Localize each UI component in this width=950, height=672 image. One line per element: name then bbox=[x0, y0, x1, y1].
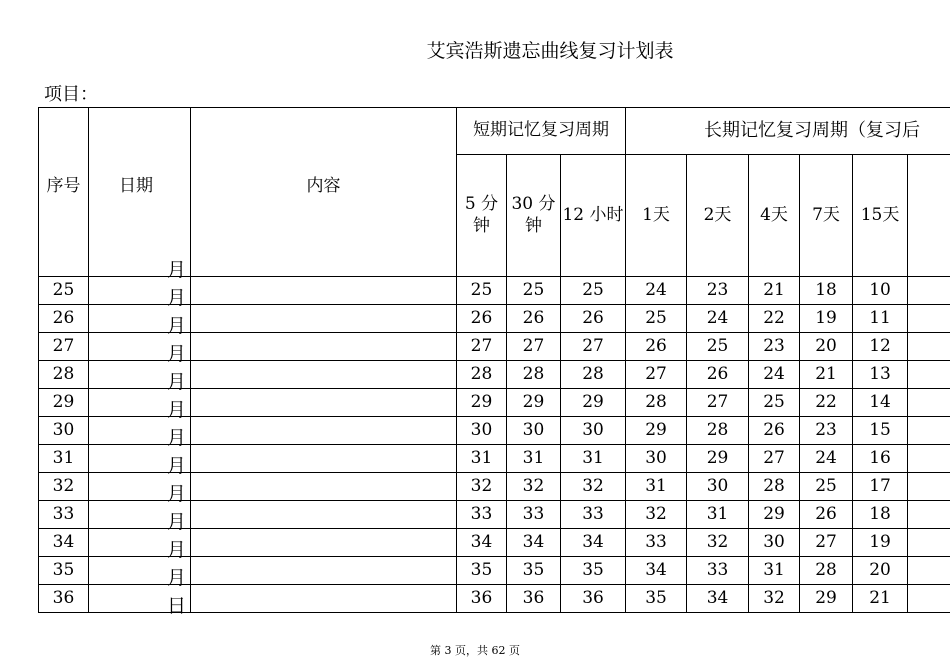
review-day-cell: 27 bbox=[626, 361, 687, 389]
content-cell[interactable] bbox=[191, 445, 457, 473]
content-cell[interactable] bbox=[191, 361, 457, 389]
content-cell[interactable] bbox=[191, 529, 457, 557]
review-day-cell: 22 bbox=[749, 305, 800, 333]
review-day-cell: 32 bbox=[507, 473, 561, 501]
date-month-mark: 月 bbox=[166, 343, 186, 365]
content-cell[interactable] bbox=[191, 333, 457, 361]
page-title: 艾宾浩斯遗忘曲线复习计划表 bbox=[426, 40, 674, 62]
review-day-cell: 34 bbox=[561, 529, 626, 557]
review-day-cell: 34 bbox=[687, 585, 749, 613]
review-day-cell: 10 bbox=[853, 277, 908, 305]
review-day-cell: 30 bbox=[749, 529, 800, 557]
review-day-cell: 28 bbox=[507, 361, 561, 389]
review-day-cell: 12 bbox=[853, 333, 908, 361]
review-day-cell: 25 bbox=[507, 277, 561, 305]
review-day-cell: 35 bbox=[561, 557, 626, 585]
header-short-col: 5 分钟 bbox=[457, 155, 507, 277]
review-day-cell: 29 bbox=[749, 501, 800, 529]
date-day-mark: 日 bbox=[166, 595, 186, 614]
review-day-cell: 31 bbox=[561, 445, 626, 473]
review-day-cell: 28 bbox=[626, 389, 687, 417]
overflow-cell bbox=[908, 361, 950, 389]
review-day-cell: 26 bbox=[507, 305, 561, 333]
seq-cell: 26 bbox=[39, 305, 89, 333]
header-short-term: 短期记忆复习周期 bbox=[457, 108, 626, 155]
header-long-col: 15天 bbox=[853, 155, 908, 277]
review-day-cell: 34 bbox=[507, 529, 561, 557]
header-long-col: 4天 bbox=[749, 155, 800, 277]
header-content: 内容 bbox=[191, 108, 457, 277]
review-day-cell: 23 bbox=[687, 277, 749, 305]
review-day-cell: 32 bbox=[457, 473, 507, 501]
review-day-cell: 26 bbox=[749, 417, 800, 445]
content-cell[interactable] bbox=[191, 389, 457, 417]
overflow-cell bbox=[908, 277, 950, 305]
review-day-cell: 32 bbox=[749, 585, 800, 613]
overflow-cell bbox=[908, 557, 950, 585]
review-day-cell: 20 bbox=[853, 557, 908, 585]
date-month-mark: 月 bbox=[166, 287, 186, 309]
review-day-cell: 31 bbox=[687, 501, 749, 529]
review-day-cell: 35 bbox=[507, 557, 561, 585]
review-day-cell: 25 bbox=[749, 389, 800, 417]
overflow-cell bbox=[908, 417, 950, 445]
overflow-cell bbox=[908, 501, 950, 529]
header-short-col: 30 分钟 bbox=[507, 155, 561, 277]
review-day-cell: 31 bbox=[507, 445, 561, 473]
page-footer: 第 3 页，共 62 页 bbox=[430, 644, 520, 657]
review-day-cell: 36 bbox=[457, 585, 507, 613]
review-day-cell: 25 bbox=[800, 473, 853, 501]
review-day-cell: 13 bbox=[853, 361, 908, 389]
overflow-cell bbox=[908, 585, 950, 613]
review-day-cell: 29 bbox=[687, 445, 749, 473]
header-overflow-col bbox=[908, 155, 950, 277]
review-day-cell: 25 bbox=[561, 277, 626, 305]
seq-cell: 25 bbox=[39, 277, 89, 305]
seq-cell: 32 bbox=[39, 473, 89, 501]
overflow-cell bbox=[908, 529, 950, 557]
review-day-cell: 11 bbox=[853, 305, 908, 333]
review-day-cell: 24 bbox=[800, 445, 853, 473]
date-month-mark: 月 bbox=[166, 259, 186, 281]
header-long-term: 长期记忆复习周期（复习后 bbox=[626, 108, 950, 155]
review-day-cell: 27 bbox=[561, 333, 626, 361]
seq-cell: 27 bbox=[39, 333, 89, 361]
overflow-cell bbox=[908, 473, 950, 501]
review-day-cell: 30 bbox=[507, 417, 561, 445]
date-month-mark: 月 bbox=[166, 511, 186, 533]
review-day-cell: 27 bbox=[687, 389, 749, 417]
review-day-cell: 33 bbox=[687, 557, 749, 585]
review-day-cell: 33 bbox=[561, 501, 626, 529]
review-day-cell: 30 bbox=[687, 473, 749, 501]
review-day-cell: 26 bbox=[561, 305, 626, 333]
seq-cell: 36 bbox=[39, 585, 89, 613]
review-day-cell: 31 bbox=[626, 473, 687, 501]
review-day-cell: 32 bbox=[626, 501, 687, 529]
review-day-cell: 26 bbox=[800, 501, 853, 529]
review-day-cell: 27 bbox=[507, 333, 561, 361]
date-month-mark: 月 bbox=[166, 483, 186, 505]
review-day-cell: 31 bbox=[457, 445, 507, 473]
review-day-cell: 28 bbox=[561, 361, 626, 389]
review-day-cell: 34 bbox=[626, 557, 687, 585]
review-day-cell: 32 bbox=[687, 529, 749, 557]
content-cell[interactable] bbox=[191, 305, 457, 333]
review-day-cell: 29 bbox=[561, 389, 626, 417]
review-day-cell: 19 bbox=[800, 305, 853, 333]
date-month-mark: 月 bbox=[166, 371, 186, 393]
review-day-cell: 35 bbox=[457, 557, 507, 585]
review-day-cell: 27 bbox=[457, 333, 507, 361]
date-month-mark: 月 bbox=[166, 539, 186, 561]
seq-cell: 28 bbox=[39, 361, 89, 389]
review-day-cell: 31 bbox=[749, 557, 800, 585]
review-day-cell: 33 bbox=[626, 529, 687, 557]
review-day-cell: 35 bbox=[626, 585, 687, 613]
seq-cell: 30 bbox=[39, 417, 89, 445]
review-day-cell: 27 bbox=[749, 445, 800, 473]
header-long-col: 7天 bbox=[800, 155, 853, 277]
review-day-cell: 26 bbox=[626, 333, 687, 361]
review-day-cell: 29 bbox=[800, 585, 853, 613]
review-day-cell: 23 bbox=[749, 333, 800, 361]
review-day-cell: 25 bbox=[687, 333, 749, 361]
header-long-col: 2天 bbox=[687, 155, 749, 277]
content-cell[interactable] bbox=[191, 585, 457, 613]
project-label: 项目： bbox=[44, 84, 98, 105]
review-day-cell: 28 bbox=[457, 361, 507, 389]
review-day-cell: 15 bbox=[853, 417, 908, 445]
review-day-cell: 28 bbox=[749, 473, 800, 501]
review-schedule-sheet bbox=[38, 107, 950, 614]
review-day-cell: 21 bbox=[749, 277, 800, 305]
review-day-cell: 30 bbox=[626, 445, 687, 473]
date-month-mark: 月 bbox=[166, 399, 186, 421]
review-day-cell: 19 bbox=[853, 529, 908, 557]
seq-cell: 34 bbox=[39, 529, 89, 557]
review-day-cell: 33 bbox=[507, 501, 561, 529]
header-short-col: 12 小时 bbox=[561, 155, 626, 277]
review-day-cell: 24 bbox=[687, 305, 749, 333]
content-cell[interactable] bbox=[191, 417, 457, 445]
review-day-cell: 17 bbox=[853, 473, 908, 501]
review-day-cell: 20 bbox=[800, 333, 853, 361]
review-day-cell: 25 bbox=[457, 277, 507, 305]
review-day-cell: 21 bbox=[853, 585, 908, 613]
header-seq: 序号 bbox=[39, 108, 89, 277]
review-day-cell: 26 bbox=[457, 305, 507, 333]
review-day-cell: 30 bbox=[561, 417, 626, 445]
seq-cell: 35 bbox=[39, 557, 89, 585]
review-day-cell: 26 bbox=[687, 361, 749, 389]
review-day-cell: 28 bbox=[800, 557, 853, 585]
review-day-cell: 34 bbox=[457, 529, 507, 557]
review-day-cell: 32 bbox=[561, 473, 626, 501]
review-day-cell: 29 bbox=[457, 389, 507, 417]
date-month-mark: 月 bbox=[166, 315, 186, 337]
review-day-cell: 36 bbox=[561, 585, 626, 613]
content-cell[interactable] bbox=[191, 277, 457, 305]
date-cell[interactable] bbox=[89, 567, 191, 614]
overflow-cell bbox=[908, 305, 950, 333]
overflow-cell bbox=[908, 445, 950, 473]
review-day-cell: 30 bbox=[457, 417, 507, 445]
review-day-cell: 29 bbox=[626, 417, 687, 445]
review-day-cell: 23 bbox=[800, 417, 853, 445]
date-month-mark: 月 bbox=[166, 427, 186, 449]
review-day-cell: 27 bbox=[800, 529, 853, 557]
date-month-mark: 月 bbox=[166, 567, 186, 589]
review-day-cell: 18 bbox=[853, 501, 908, 529]
content-cell[interactable] bbox=[191, 473, 457, 501]
seq-cell: 33 bbox=[39, 501, 89, 529]
review-day-cell: 18 bbox=[800, 277, 853, 305]
review-day-cell: 33 bbox=[457, 501, 507, 529]
review-day-cell: 16 bbox=[853, 445, 908, 473]
review-day-cell: 29 bbox=[507, 389, 561, 417]
review-day-cell: 22 bbox=[800, 389, 853, 417]
seq-cell: 29 bbox=[39, 389, 89, 417]
overflow-cell bbox=[908, 389, 950, 417]
review-day-cell: 28 bbox=[687, 417, 749, 445]
review-day-cell: 14 bbox=[853, 389, 908, 417]
review-day-cell: 24 bbox=[749, 361, 800, 389]
review-schedule-table bbox=[38, 107, 950, 613]
review-day-cell: 24 bbox=[626, 277, 687, 305]
overflow-cell bbox=[908, 333, 950, 361]
review-day-cell: 21 bbox=[800, 361, 853, 389]
header-long-col: 1天 bbox=[626, 155, 687, 277]
review-day-cell: 25 bbox=[626, 305, 687, 333]
content-cell[interactable] bbox=[191, 501, 457, 529]
review-day-cell: 36 bbox=[507, 585, 561, 613]
date-month-mark: 月 bbox=[166, 455, 186, 477]
seq-cell: 31 bbox=[39, 445, 89, 473]
header-date: 日期 bbox=[89, 108, 191, 277]
content-cell[interactable] bbox=[191, 557, 457, 585]
table-row bbox=[39, 585, 950, 613]
